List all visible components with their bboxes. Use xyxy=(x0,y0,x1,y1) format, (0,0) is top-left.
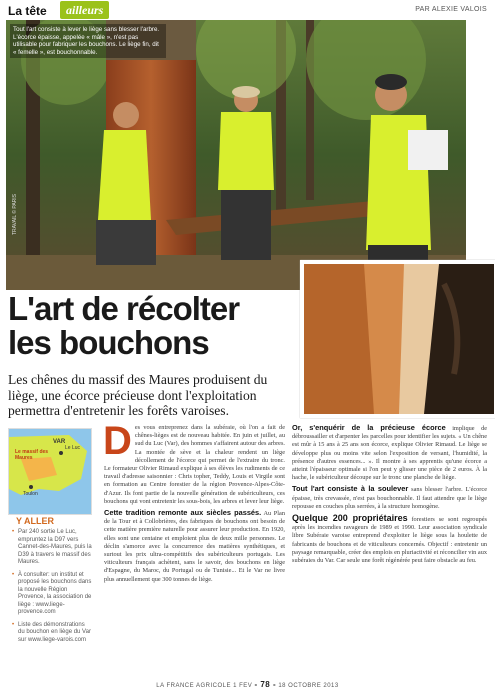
body-subhead: Tout l'art consiste à la soulever xyxy=(292,484,409,494)
photo-credit: TRAVAIL © PARIS xyxy=(12,193,18,235)
cork-bark-closeup xyxy=(304,264,494,414)
section-label: La tête xyxy=(8,4,47,18)
sidebar-item: • Liste des démonstrations du bouchon en liège du Var sur www.liege-varois.com xyxy=(12,622,92,645)
cork-harvest-illustration xyxy=(6,20,466,290)
map-label-city2: Le Luc xyxy=(65,445,81,451)
map-label-massif: Le massif des Maures xyxy=(15,449,49,461)
body-paragraph: implique de débroussailler et d'arpenter les parcelles pour identifier les sujets. « Un chêne est mûr à 15 ans à 25 ans son écorce, explique Olivier Rimaud. Le liège se développe plus ou moins vite selon l'exposition de versant, l'humidité, la présence d'autres essences... ». Il montre à ses apprentis qu'une écorce a atteint l'épaisseur optimale si l'on peut y glisser une pièce de 2 euros. À la hache, le subériculteur découpe sur le tronc une planche de liège. xyxy=(292,425,488,482)
page-number: - 78 - xyxy=(254,680,277,689)
sidebar-list xyxy=(12,529,92,649)
article-headline xyxy=(8,292,308,360)
inset-photo xyxy=(300,260,495,418)
var-map-graphic xyxy=(9,429,91,514)
body-paragraph: Au Plan de la Tour et à Collobrières, des fabriques de bouchons ont besoin de cette matière première naturelle pour assurer leur production. En 1920, elles sont une centaine et emploient plus de deux mille personnes. Le déclin s'amorce avec la concurrence des matières synthétiques, et surtout les prix ultra-compétitifs des subériculteurs portugais. Les viticulteurs français achètent, sans le savoir, des bouchons en liège d'Espagne, du Maroc, du Portugal ou de Tunisie... Et le Var ne livre plus annuellement que 300 tonnes de liège. xyxy=(104,510,285,583)
body-column-1 xyxy=(103,419,285,587)
main-photo xyxy=(6,20,466,290)
footer-date: 18 OCTOBRE 2013 xyxy=(278,683,339,689)
body-subhead: Or, s'enquérir de la précieuse écorce xyxy=(292,423,446,432)
sidebar-item: • À consulter: un institut et proposé les bouchons dans la nouvelle Région Provence, la association de liège : www.liege-provence.com xyxy=(12,572,92,617)
body-column-2 xyxy=(292,424,487,568)
footer-publication: LA FRANCE AGRICOLE 1 FEV xyxy=(156,683,253,689)
location-map xyxy=(8,428,92,515)
map-label-region: VAR xyxy=(53,439,66,445)
byline: PAR ALEXIE VALOIS xyxy=(415,6,487,13)
body-paragraph: es vous entreprenez dans la subéraie, où l'on a fait de chênes-lièges est de nouveau habitée. En juin et juillet, au sud du Luc (Var), des hommes s'affairent autour des arbres. La montée de sève et la chaleur rendent un liège décollement de l'écorce qui permet de l'extraire du tronc. Le formateur Olivier Rimaud explique à ses élèves les rudiments de ce travail d'adresse saisonnier : Chris topher, Teddy, Louis et Virgile sont en formation au Centre forestier de la région Provence-Alpes-Côte-d'Azur. Ils font partie de la nouvelle génération de subériculteurs, ces bouchons qui vont entretenir les sous-bois, les arbres et lever leur liège. xyxy=(104,424,285,505)
body-subhead: Cette tradition remonte aux siècles passés. xyxy=(104,508,262,518)
page-footer xyxy=(0,680,495,689)
article-lede: Les chênes du massif des Maures produisent du liège, une écorce précieuse dont l'exploitation permettra d'entretenir les forêts varoises. xyxy=(8,372,268,419)
photo-caption: Tout l'art consiste à lever le liège sans blesser l'arbre. L'écorce épaisse, appelée « mâle », n'est pas utilisable pour fabriquer les bouchons. Le liège fin, dit « femelle », est bouchonnable. xyxy=(10,24,166,58)
body-paragraph: sans blesser l'arbre. L'écorce épaisse, très crevassée, n'est pas bouchonnable. Il faut attendre que le liège repousse en couches plus serrées, à la structure homogène. xyxy=(292,486,487,510)
headline-line-2: les bouchons xyxy=(8,324,209,361)
headline-line-1: L'art de récolter xyxy=(8,290,240,327)
drop-cap: D xyxy=(103,419,132,463)
body-paragraph: forestiers se sont regroupés après les incendies ravageurs de 1989 et 1990. Leur association syndicale libre Subéraie varoise entreprend d'exploiter le liège sous la houlette de fabricants de bouchons et de viticulteurs concernés. Objectif : entretenir un paysage remarquable, créer des emplois en pluriactivité et réconcilier vin aux subéraies du Var. Car seule une forêt régénérée peut faire obstacle au feu. xyxy=(292,516,487,565)
sidebar-item: • Par 240 sortie Le Luc, empruntez la D97 vers Cannet-des-Maures, puis la D39 à travers le massif des Maures. xyxy=(12,529,92,567)
section-badge: ailleurs xyxy=(60,1,109,19)
body-subhead: Quelque 200 propriétaires xyxy=(292,513,408,524)
sidebar-title: Y ALLER xyxy=(16,516,55,526)
map-label-city1: Toulon xyxy=(23,491,38,497)
